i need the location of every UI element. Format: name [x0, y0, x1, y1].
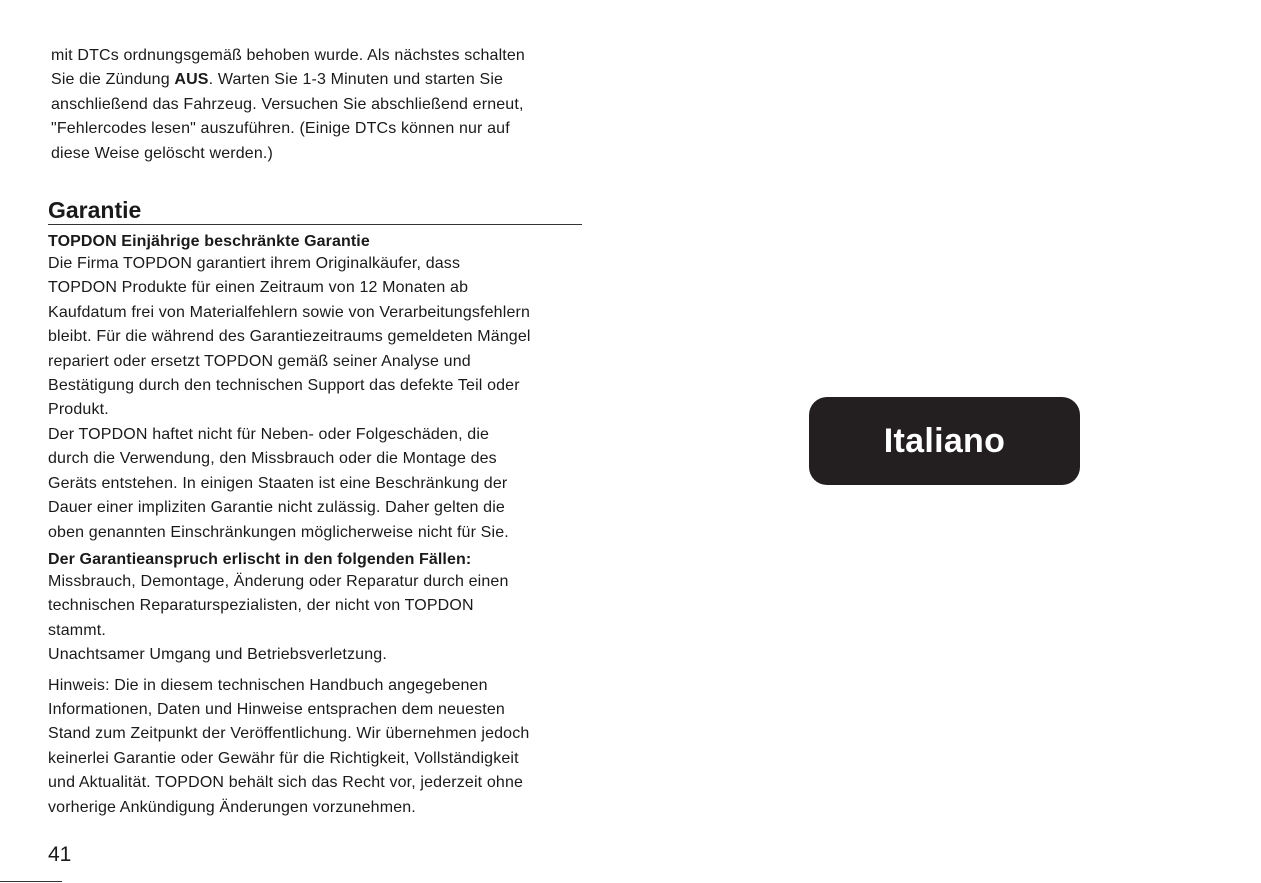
text-line: Dauer einer impliziten Garantie nicht zulässig. Daher gelten die [48, 499, 505, 517]
warranty-void-list [48, 570, 584, 668]
page-number: 41 [48, 843, 72, 866]
text-line [51, 68, 584, 92]
text-line: mit DTCs ordnungsgemäß behoben wurde. Als nächstes schalten [51, 47, 525, 64]
warranty-paragraph-2 [48, 423, 584, 545]
text-line: TOPDON Produkte für einen Zeitraum von 12 Monaten ab [48, 279, 469, 297]
text-line: Stand zum Zeitpunkt der Veröffentlichung. Wir übernehmen jedoch [48, 725, 530, 743]
list-line: stammt. [48, 621, 106, 639]
continuation-paragraph [48, 44, 584, 166]
text-line: "Fehlercodes lesen" auszuführen. (Einige DTCs können nur auf [51, 120, 510, 138]
text-line: Geräts entstehen. In einigen Staaten ist eine Beschränkung der [48, 474, 508, 492]
section-title-warranty: Garantie [48, 196, 582, 225]
text-line: keinerlei Garantie oder Gewähr für die Richtigkeit, Vollständigkeit [48, 749, 519, 767]
language-badge [809, 397, 1080, 485]
text-line: Die Firma TOPDON garantiert ihrem Originalkäufer, dass [48, 255, 461, 273]
text-line: durch die Verwendung, den Missbrauch oder die Montage des [48, 450, 497, 468]
text-line: Kaufdatum frei von Materialfehlern sowie von Verarbeitungsfehlern [48, 303, 531, 321]
left-page [48, 44, 584, 820]
text-line: Hinweis: Die in diesem technischen Handbuch angegebenen [48, 676, 488, 694]
text-line: Der TOPDON haftet nicht für Neben- oder Folgeschäden, die [48, 425, 490, 443]
text-line: anschließend das Fahrzeug. Versuchen Sie abschließend erneut, [51, 95, 524, 113]
warranty-subtitle: TOPDON Einjährige beschränkte Garantie [48, 233, 370, 251]
text-line: Produkt. [48, 401, 109, 419]
text-line: diese Weise gelöscht werden.) [51, 144, 273, 162]
list-line: technischen Reparaturspezialisten, der nicht von TOPDON [48, 597, 474, 615]
text-span: . Warten Sie 1-3 Minuten und starten Sie [208, 71, 504, 89]
disclaimer-note [48, 674, 584, 820]
text-line: Bestätigung durch den technischen Support das defekte Teil oder [48, 377, 520, 395]
list-line: Missbrauch, Demontage, Änderung oder Reparatur durch einen [48, 572, 509, 590]
text-line: Informationen, Daten und Hinweise entsprachen dem neuesten [48, 700, 505, 718]
bold-keyword: AUS [174, 71, 209, 89]
warranty-paragraph-1 [48, 252, 584, 423]
text-line: vorherige Ankündigung Änderungen vorzunehmen. [48, 798, 416, 816]
text-span: Sie die Zündung [51, 71, 175, 89]
warranty-void-heading: Der Garantieanspruch erlischt in den folgenden Fällen: [48, 550, 472, 568]
language-badge-label: Italiano [883, 421, 1006, 460]
text-line: oben genannten Einschränkungen möglicherweise nicht für Sie. [48, 523, 509, 541]
text-line: bleibt. Für die während des Garantiezeitraums gemeldeten Mängel [48, 328, 531, 346]
list-line: Unachtsamer Umgang und Betriebsverletzung. [48, 646, 387, 664]
text-line: und Aktualität. TOPDON behält sich das Recht vor, jederzeit ohne [48, 774, 524, 792]
text-line: repariert oder ersetzt TOPDON gemäß seiner Analyse und [48, 352, 471, 370]
footer-rule [0, 881, 62, 882]
